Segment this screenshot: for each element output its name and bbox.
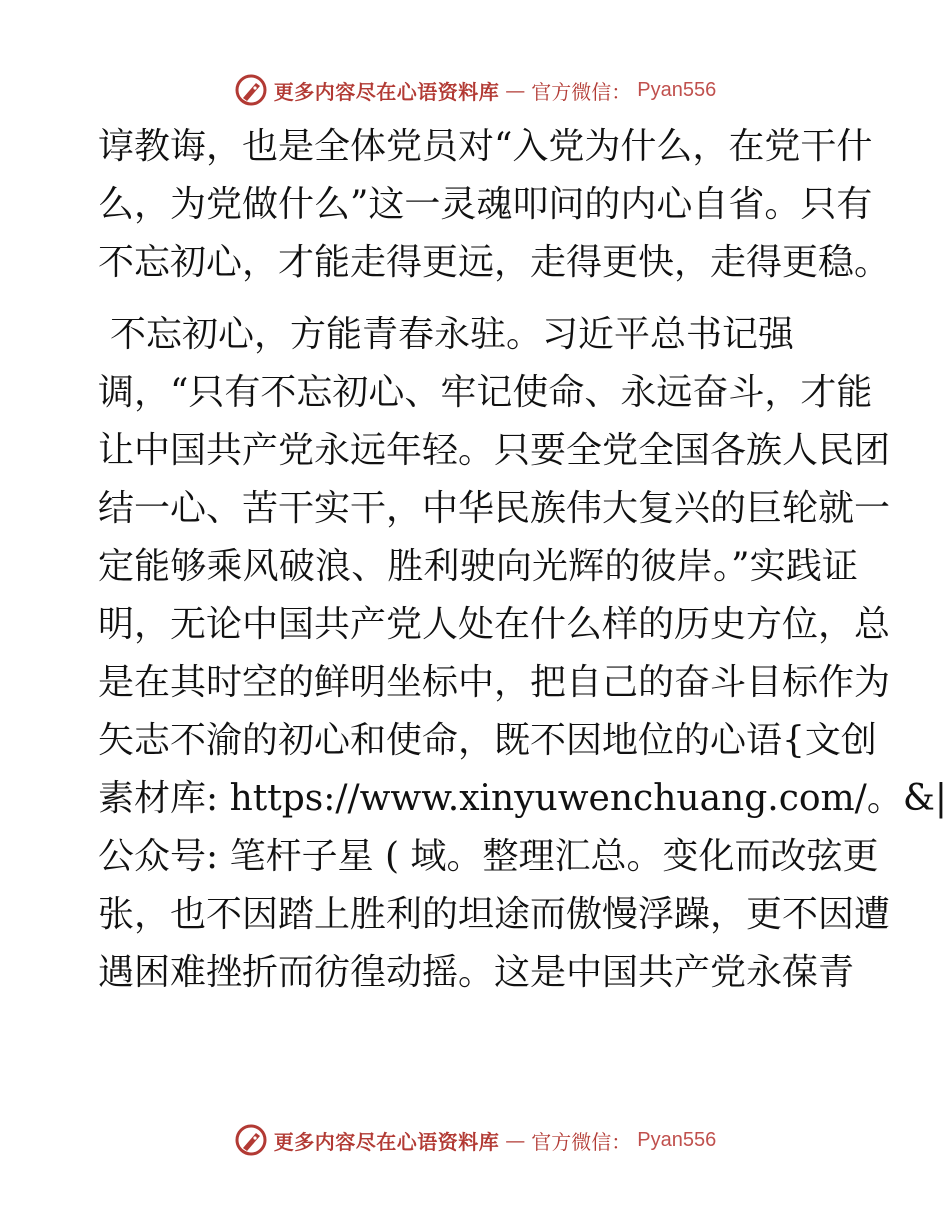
text-line: 谆教诲，也是全体党员对“入党为什么，在党干什 [98, 126, 873, 167]
paragraph-1 [98, 118, 891, 292]
fountain-pen-logo-icon [234, 1123, 268, 1157]
text-line: 是在其时空的鲜明坐标中，把自己的奋斗目标作为 [98, 662, 891, 703]
banner-title: 更多内容尽在心语资料库 [273, 1129, 500, 1154]
paragraph-gap [98, 292, 858, 306]
text-line: 素材库: https://www.xinyuwenchuang.com/。&| [98, 778, 947, 819]
text-line: 遇困难挫折而彷徨动摇。这是中国共产党永葆青 [98, 952, 855, 993]
banner-title: 更多内容尽在心语资料库 [273, 79, 500, 104]
text-line: 不忘初心，才能走得更远，走得更快，走得更稳。 [98, 242, 891, 283]
text-line: 定能够乘风破浪、胜利驶向光辉的彼岸。”实践证 [98, 546, 858, 587]
text-line: 明，无论中国共产党人处在什么样的历史方位，总 [98, 604, 891, 645]
banner-dash: — [505, 78, 526, 102]
footer-banner [0, 1120, 950, 1160]
text-line: 结一心、苦干实干，中华民族伟大复兴的巨轮就一 [98, 488, 891, 529]
banner-wechat-label: 官方微信： [531, 1129, 632, 1154]
text-line: 不忘初心，方能青春永驻。习近平总书记强 [110, 314, 795, 355]
banner-dash: — [505, 1128, 526, 1152]
text-line: 公众号: 笔杆子星 ( 域。整理汇总。变化而改弦更 [98, 836, 879, 877]
fountain-pen-logo-icon [234, 73, 268, 107]
text-line: 让中国共产党永远年轻。只要全党全国各族人民团 [98, 430, 891, 471]
text-line: 么，为党做什么”这一灵魂叩问的内心自省。只有 [98, 184, 873, 225]
text-line: 矢志不渝的初心和使命，既不因地位的心语{文创 [98, 720, 877, 761]
paragraph-2 [98, 306, 947, 1002]
banner-wechat-id: Pyan556 [637, 1128, 717, 1151]
document-body [98, 118, 947, 1002]
text-line: 张，也不因踏上胜利的坦途而傲慢浮躁，更不因遭 [98, 894, 891, 935]
header-banner [0, 70, 950, 110]
banner-wechat-id: Pyan556 [637, 78, 717, 101]
text-line: 调，“只有不忘初心、牢记使命、永远奋斗，才能 [98, 372, 873, 413]
banner-wechat-label: 官方微信： [531, 79, 632, 104]
